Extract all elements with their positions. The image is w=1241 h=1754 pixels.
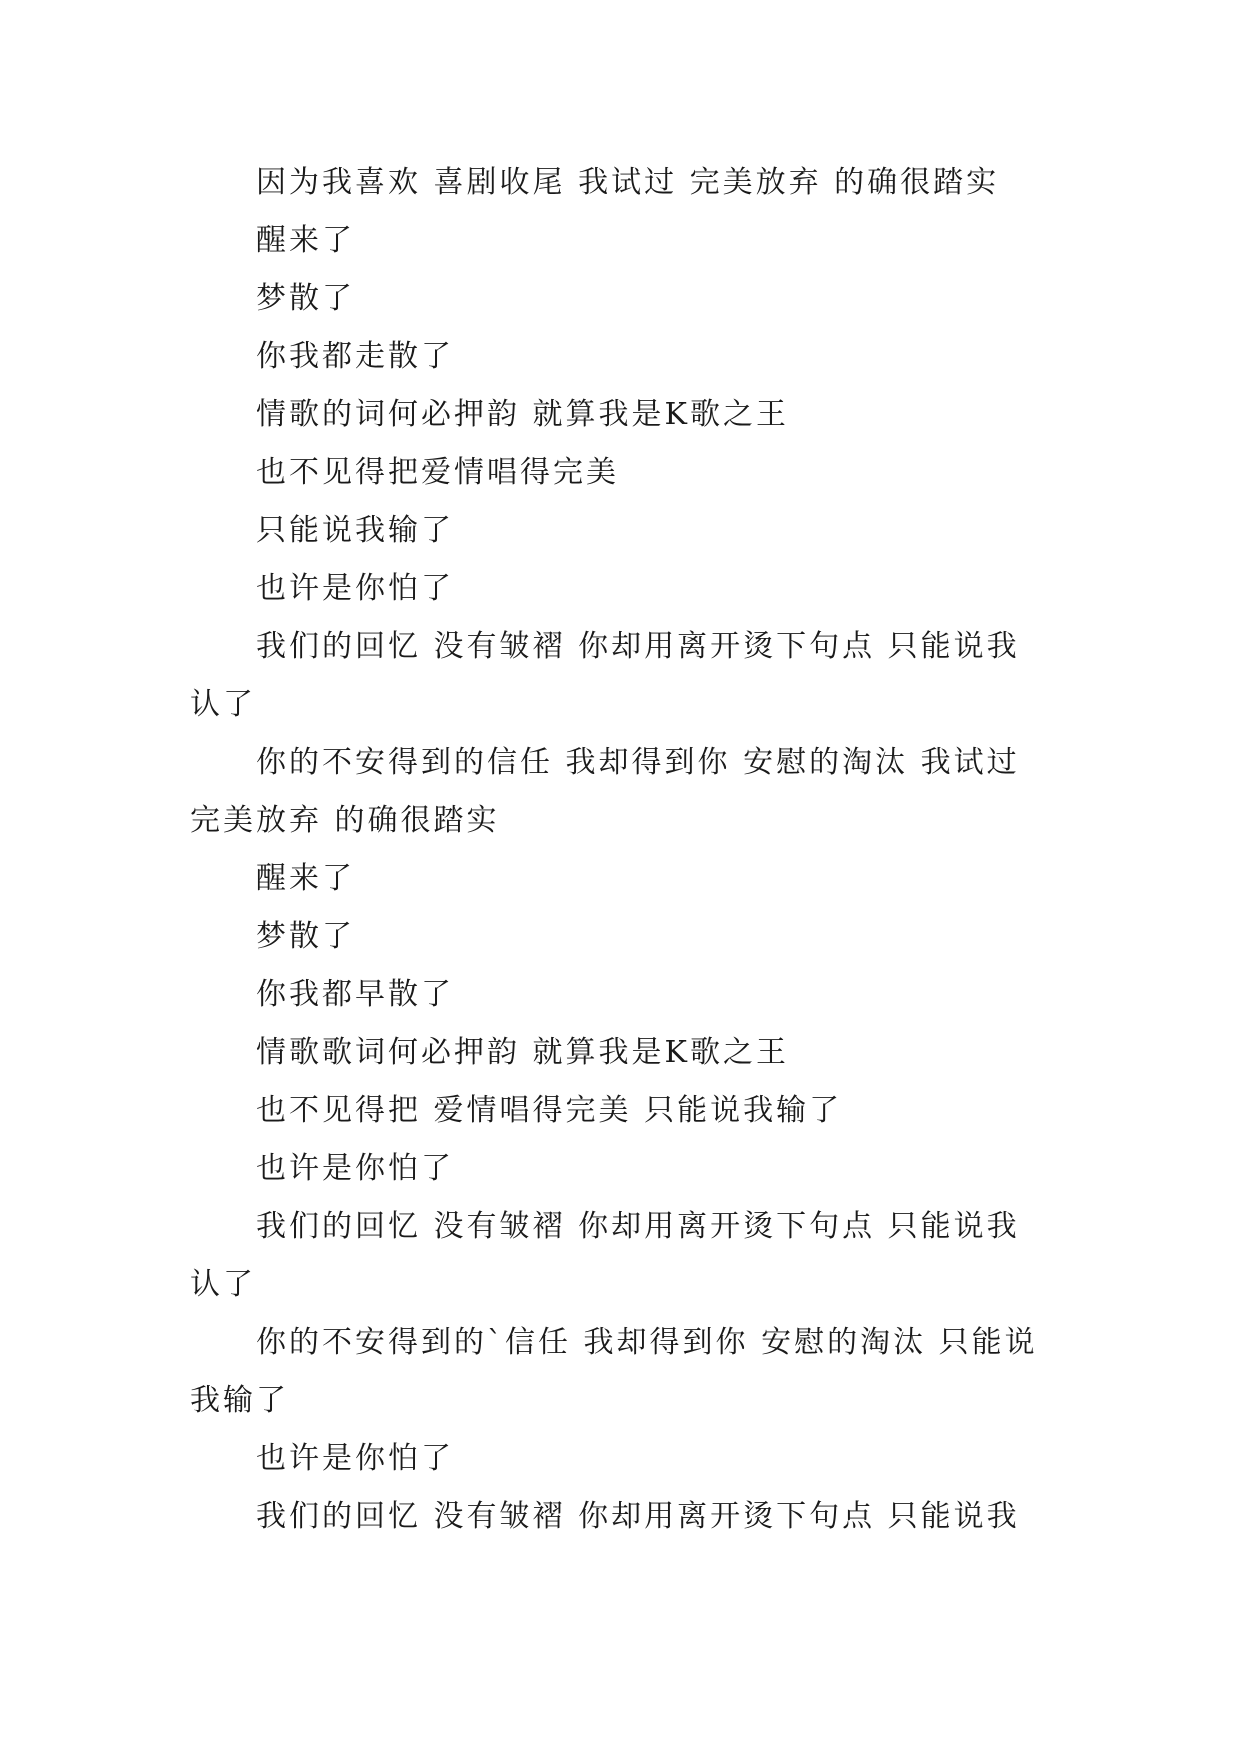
lyric-line: 你我都早散了 xyxy=(256,977,454,1012)
lyric-line: 我们的回忆 没有皱褶 你却用离开烫下句点 只能说我认了 xyxy=(190,1209,1020,1302)
lyric-line: 醒来了 xyxy=(256,223,355,258)
lyric-line: 我们的回忆 没有皱褶 你却用离开烫下句点 只能说我 xyxy=(256,1499,1020,1534)
lyric-line: 也许是你怕了 xyxy=(256,1151,454,1186)
lyric-line: 也不见得把爱情唱得完美 xyxy=(256,455,619,490)
lyric-line: 情歌歌词何必押韵 就算我是K歌之王 xyxy=(256,1035,789,1070)
lyric-line: 梦散了 xyxy=(256,919,355,954)
lyric-line: 醒来了 xyxy=(256,861,355,896)
lyric-line: 因为我喜欢 喜剧收尾 我试过 完美放弃 的确很踏实 xyxy=(256,165,1000,200)
lyric-line: 你的不安得到的信任 我却得到你 安慰的淘汰 我试过 完美放弃 的确很踏实 xyxy=(190,745,1020,838)
lyrics-body xyxy=(190,154,1052,1546)
lyric-line: 你我都走散了 xyxy=(256,339,454,374)
lyric-line: 也许是你怕了 xyxy=(256,571,454,606)
lyric-line: 也许是你怕了 xyxy=(256,1441,454,1476)
lyric-line: 也不见得把 爱情唱得完美 只能说我输了 xyxy=(256,1093,843,1128)
lyric-line: 梦散了 xyxy=(256,281,355,316)
lyric-line: 只能说我输了 xyxy=(256,513,454,548)
lyric-line: 你的不安得到的`信任 我却得到你 安慰的淘汰 只能说我输了 xyxy=(190,1325,1038,1418)
lyric-line: 情歌的词何必押韵 就算我是K歌之王 xyxy=(256,397,789,432)
lyric-line: 我们的回忆 没有皱褶 你却用离开烫下句点 只能说我认了 xyxy=(190,629,1020,722)
